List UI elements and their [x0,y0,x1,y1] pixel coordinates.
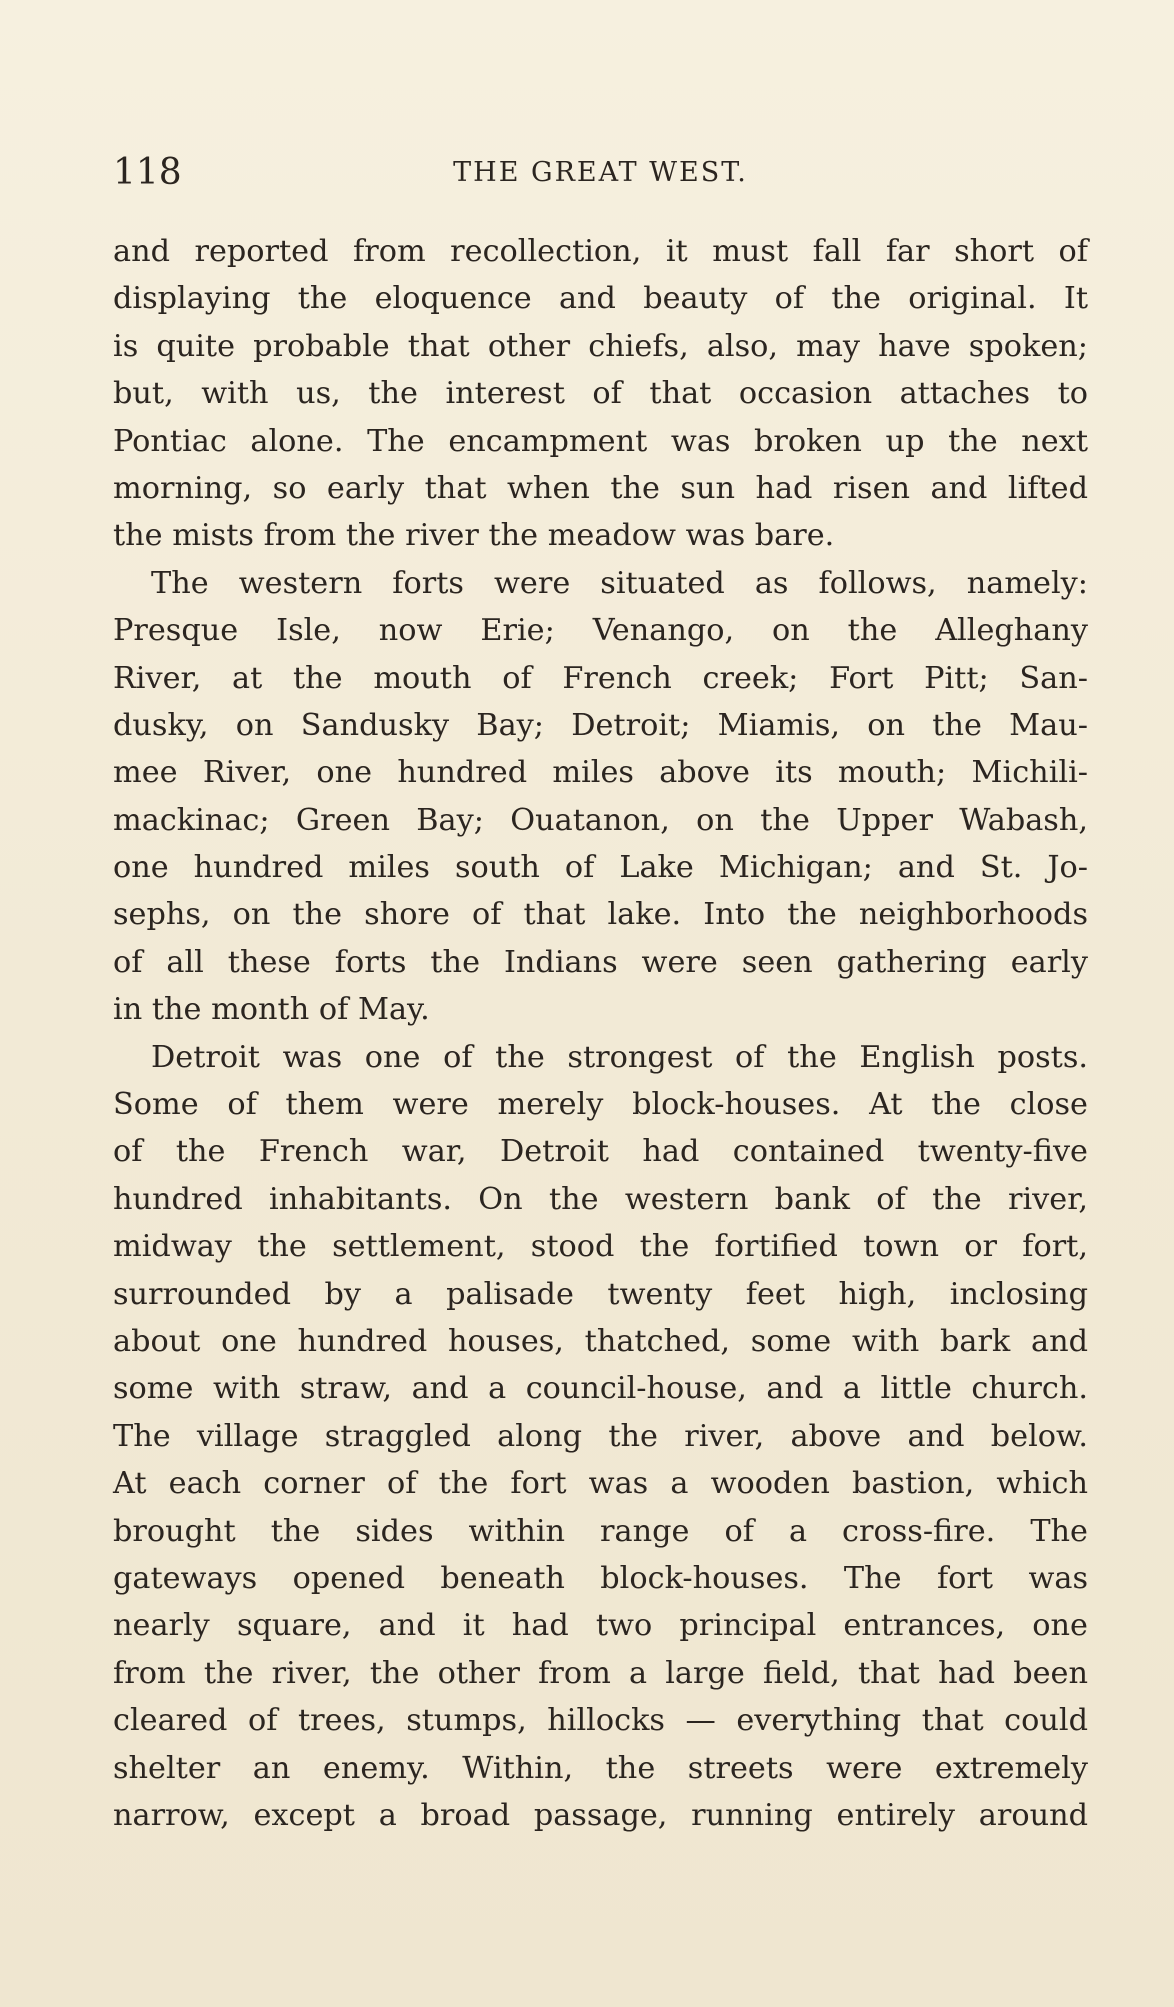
text-line: from the river, the other from a large field, that had been [113,1655,1088,1691]
running-head: THE GREAT WEST. [453,157,748,188]
text-line: Presque Isle, now Erie; Venango, on the Alleghany [113,613,1088,649]
text-line: one hundred miles south of Lake Michigan; and St. Jo- [113,850,1088,886]
text-line: mee River, one hundred miles above its mouth; Michili- [113,755,1088,791]
text-line: brought the sides within range of a cross-fire. The [113,1513,1088,1549]
text-line: The village straggled along the river, above and below. [113,1418,1088,1454]
text-line: sephs, on the shore of that lake. Into the neighborhoods [113,897,1088,933]
text-line: in the month of May. [113,992,430,1028]
text-line: surrounded by a palisade twenty feet high, inclosing [113,1276,1088,1312]
text-line: of all these forts the Indians were seen gathering early [113,944,1088,980]
text-line: but, with us, the interest of that occasion attaches to [113,376,1088,412]
text-line: hundred inhabitants. On the western bank of the river, [113,1181,1088,1217]
text-line: of the French war, Detroit had contained twenty-five [113,1134,1088,1170]
text-line: cleared of trees, stumps, hillocks — everything that could [113,1703,1088,1739]
text-line: River, at the mouth of French creek; Fort Pitt; San- [113,660,1088,696]
text-line: The western forts were situated as follows, namely: [151,565,1088,601]
text-line: mackinac; Green Bay; Ouatanon, on the Upper Wabash, [113,802,1088,838]
text-line: morning, so early that when the sun had risen and lifted [113,470,1088,506]
text-line: nearly square, and it had two principal entrances, one [113,1608,1088,1644]
text-line: midway the settlement, stood the fortified town or fort, [113,1229,1088,1265]
page-number: 118 [113,152,182,193]
text-line: dusky, on Sandusky Bay; Detroit; Miamis, on the Mau- [113,707,1088,743]
text-line: Some of them were merely block-houses. At the close [113,1087,1088,1123]
text-line: the mists from the river the meadow was bare. [113,518,835,554]
text-line: about one hundred houses, thatched, some with bark and [113,1323,1088,1359]
body-text [113,228,1088,1839]
page-header [113,148,1088,198]
text-line: displaying the eloquence and beauty of the original. It [113,281,1088,317]
text-line: is quite probable that other chiefs, also, may have spoken; [113,328,1088,364]
text-line: Pontiac alone. The encampment was broken up the next [113,423,1088,459]
text-line: At each corner of the fort was a wooden bastion, which [113,1466,1088,1502]
text-line: gateways opened beneath block-houses. The fort was [113,1560,1088,1596]
text-line: narrow, except a broad passage, running entirely around [113,1797,1088,1833]
text-line: and reported from recollection, it must fall far short of [113,234,1088,269]
text-line: Detroit was one of the strongest of the English posts. [151,1039,1088,1075]
text-line: some with straw, and a council-house, and a little church. [113,1371,1088,1407]
text-line: shelter an enemy. Within, the streets were extremely [113,1750,1088,1786]
